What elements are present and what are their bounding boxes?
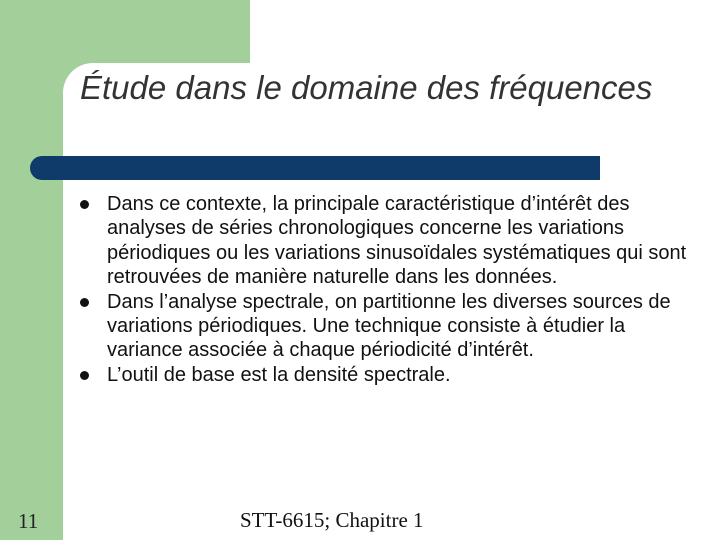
- bullet-list: [80, 192, 690, 387]
- bullet-text: Dans l’analyse spectrale, on partitionne les diverses sources de variations périodiques. Une technique consiste à étudier la variance associée à chaque périodicité d’intérêt.: [107, 290, 671, 362]
- bullet-item: [80, 192, 690, 290]
- slide-footer: STT-6615; Chapitre 1: [240, 508, 424, 532]
- bullet-item: [80, 363, 690, 387]
- bullet-dot-icon: [80, 298, 89, 307]
- slide-number: 11: [18, 509, 39, 533]
- bullet-text: L’outil de base est la densité spectrale.: [107, 363, 451, 386]
- bullet-dot-icon: [80, 200, 89, 209]
- bullet-item: [80, 290, 690, 363]
- slide-title: Étude dans le domaine des fréquences: [80, 69, 653, 106]
- title-underline-bar: [30, 156, 600, 180]
- bullet-text: Dans ce contexte, la principale caractéristique d’intérêt des analyses de séries chronologiques concerne les variations périodiques ou les variations sinusoïdales systématiques qui sont retrouvées de manière naturelle dans les données.: [107, 193, 687, 289]
- bullet-dot-icon: [80, 371, 89, 380]
